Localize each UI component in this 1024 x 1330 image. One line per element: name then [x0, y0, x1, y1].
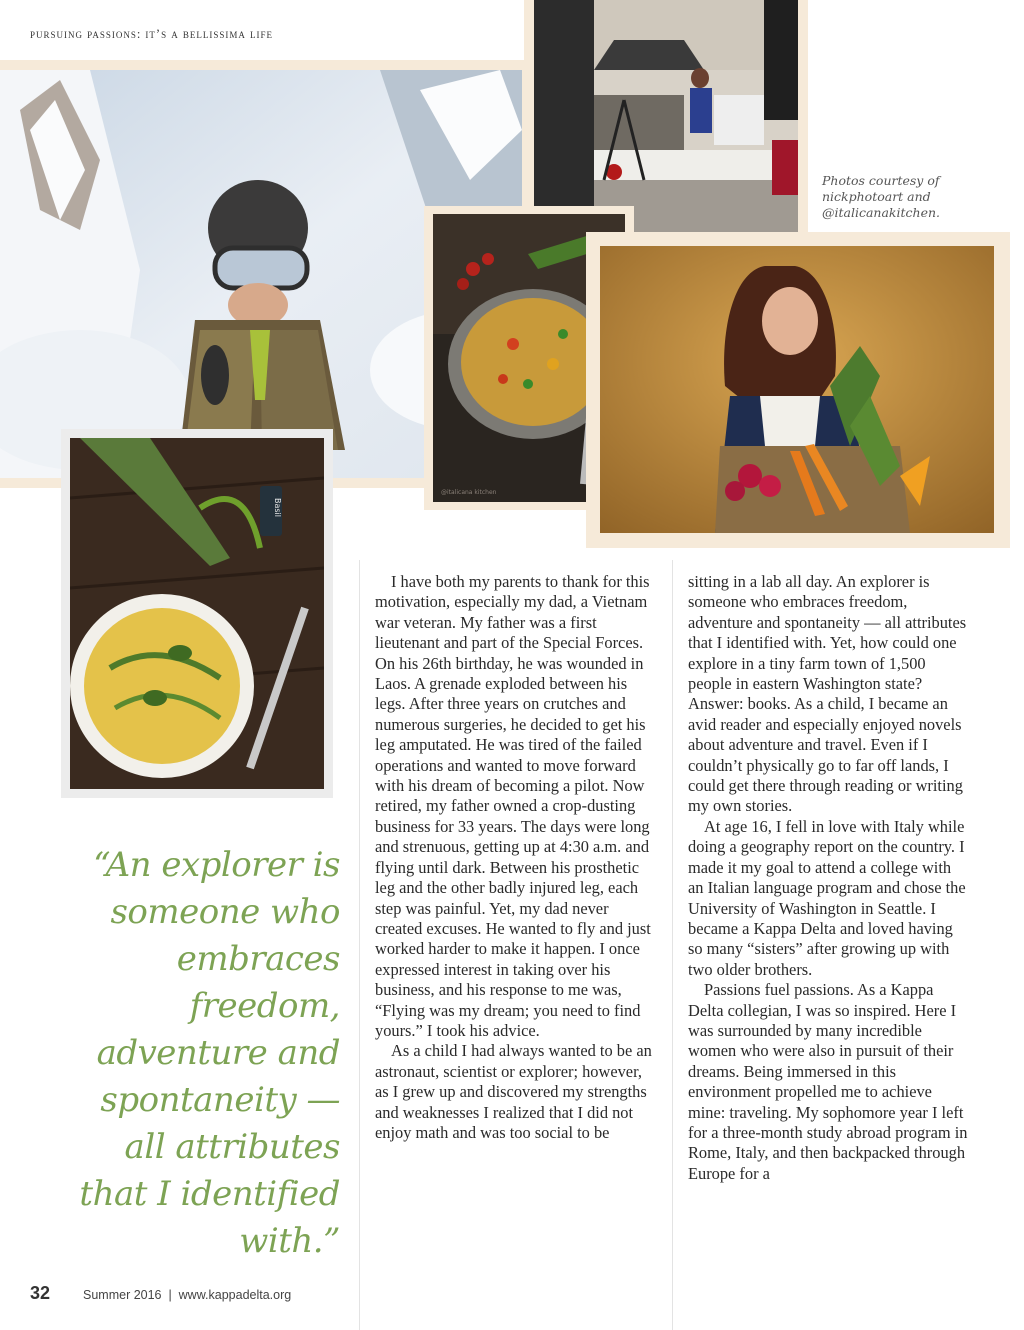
- paragraph: Passions fuel passions. As a Kappa Delta collegian, I was so inspired. Here I was surrounded by many incredible women who were also in pursuit of their dreams. Being immersed in this environment propelled me to achieve mine: traveling. My sophomore year I left for a three-month study abroad program in Rome, Italy, and then backpacked through Europe for a: [688, 980, 968, 1183]
- article-column-1: [375, 572, 655, 1143]
- column-divider-right: [672, 560, 673, 1330]
- page-number: 32: [30, 1283, 51, 1303]
- pull-quote: “An explorer is someone who embraces freedom, adventure and spontaneity — all attributes that I identified with.”: [79, 845, 340, 1261]
- paragraph: sitting in a lab all day. An explorer is someone who embraces freedom, adventure and spontaneity — all attributes that I identified with. Yet, how could one explore in a tiny farm town of 1,500 people in eastern Washington state? Answer: books. As a child, I became an avid reader and especially enjoyed novels about adventure and travel. Even if I couldn’t physically go to far off lands, I could get there through reading or writing my own stories.: [688, 572, 967, 816]
- frittata-photo: [70, 438, 324, 789]
- portrait-photo: [600, 246, 994, 533]
- basil-tag-label: Basil: [273, 498, 282, 518]
- article-column-2: [688, 572, 970, 1184]
- photo-watermark: @italicana kitchen: [441, 489, 497, 496]
- section-header: pursuing passions: it’s a bellissima life: [30, 27, 273, 41]
- paragraph: As a child I had always wanted to be an astronaut, scientist or explorer; however, as I grew up and discovered my strengths and weaknesses I realized that I did not enjoy math and was too social to be: [375, 1041, 652, 1142]
- paragraph: At age 16, I fell in love with Italy while doing a geography report on the country. I made it my goal to attend a college with an Italian language program and chose the University of Washington in Seattle. I became a Kappa Delta and loved having so many “sisters” after growing up with two older brothers.: [688, 816, 966, 979]
- footer-issue: Summer 2016 | www.kappadelta.org: [83, 1288, 292, 1302]
- photo-caption: Photos courtesy of nickphotoart and @italicanakitchen.: [822, 173, 940, 220]
- column-divider-left: [359, 560, 360, 1330]
- paragraph: I have both my parents to thank for this motivation, especially my dad, a Vietnam war veteran. My father was a first lieutenant and part of the Special Forces. On his 26th birthday, he was wounded in Laos. A grenade exploded between his legs. After three years on crutches and numerous surgeries, he decided to get his leg amputated. He was tired of the failed operations and wanted to move forward with his dream of becoming a pilot. Now retired, my father owned a crop-dusting business for 33 years. The days were long and strenuous, getting up at 4:30 a.m. and flying until dark. Between his prosthetic leg and the other badly injured leg, each step was painful. Yet, my dad never created excuses. He wanted to fly and just worked harder to make it happen. I once expressed interest in taking over his business, and his response to me was, “Flying was my dream; you need to find yours.” I took his advice.: [375, 572, 651, 1040]
